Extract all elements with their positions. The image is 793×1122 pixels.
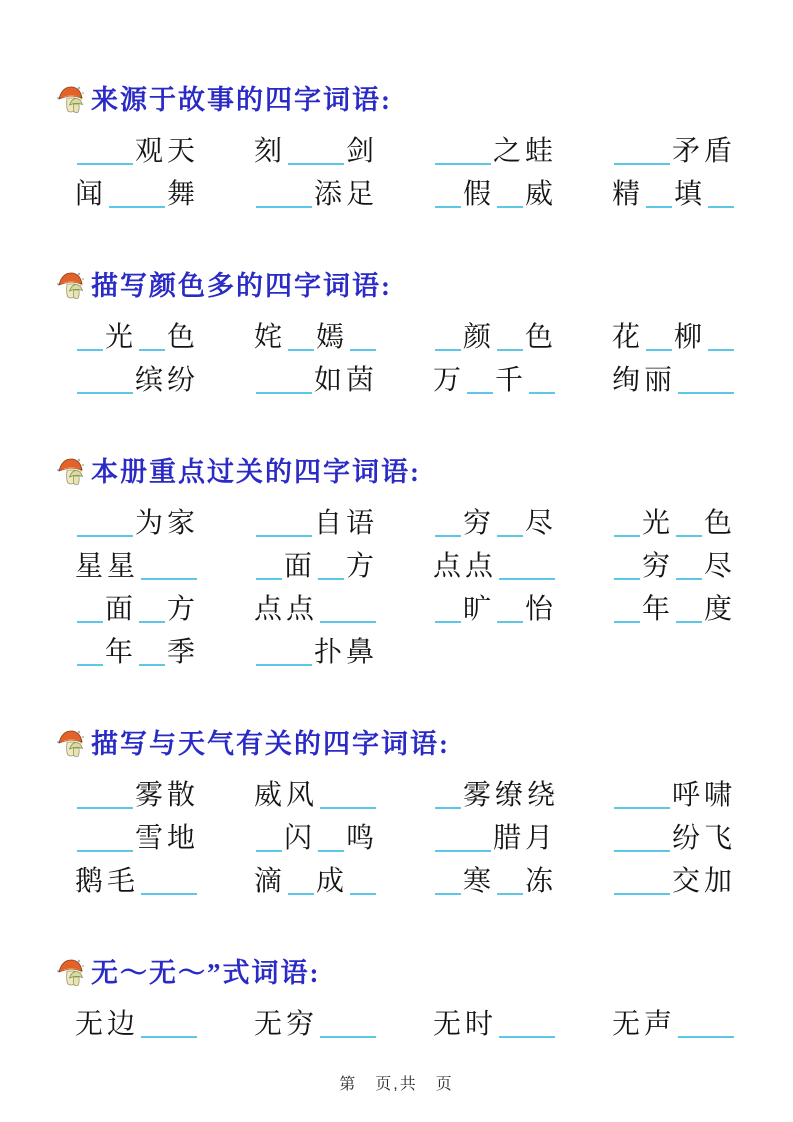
phrase-item xyxy=(75,135,254,167)
phrase-rows xyxy=(75,130,773,216)
phrase-text: 雾散 xyxy=(135,779,200,811)
phrase-text: 扑鼻 xyxy=(314,636,379,668)
phrase-text: 点点 xyxy=(254,593,319,625)
phrase-item xyxy=(75,822,254,854)
phrase-item xyxy=(254,865,433,897)
fill-blank xyxy=(77,783,133,809)
section-heading xyxy=(55,957,773,989)
phrase-text: 年 xyxy=(642,593,675,625)
phrase-row xyxy=(75,1003,773,1046)
fill-blank xyxy=(497,869,523,895)
section-heading xyxy=(55,270,773,302)
fill-blank xyxy=(435,597,461,623)
phrase-text: 闻 xyxy=(75,178,108,210)
phrase-text: 面 xyxy=(105,593,138,625)
fill-blank xyxy=(435,182,461,208)
phrase-text: 鸣 xyxy=(346,822,379,854)
fill-blank xyxy=(708,182,734,208)
fill-blank xyxy=(256,640,312,666)
phrase-text: 假 xyxy=(463,178,496,210)
phrase-text: 观天 xyxy=(135,135,200,167)
mushroom-icon xyxy=(55,957,87,989)
phrase-text: 鹅毛 xyxy=(75,865,140,897)
fill-blank xyxy=(318,554,344,580)
phrase-row xyxy=(75,774,773,817)
phrase-text: 嫣 xyxy=(316,321,349,353)
phrase-rows xyxy=(75,774,773,903)
phrase-text: 滴 xyxy=(254,865,287,897)
phrase-text: 旷 xyxy=(463,593,496,625)
section-heading xyxy=(55,728,773,760)
page-footer: 第 页,共 页 xyxy=(339,1076,454,1093)
phrase-text: 颜 xyxy=(463,321,496,353)
phrase-row xyxy=(75,631,773,674)
phrase-item xyxy=(254,321,433,353)
fill-blank xyxy=(350,325,376,351)
fill-blank xyxy=(288,139,344,165)
section-heading xyxy=(55,456,773,488)
phrase-item xyxy=(433,1008,612,1040)
mushroom-icon xyxy=(55,456,87,488)
phrase-text: 季 xyxy=(167,636,200,668)
phrase-row xyxy=(75,359,773,402)
phrase-row xyxy=(75,860,773,903)
phrase-text: 精 xyxy=(612,178,645,210)
phrase-text: 雪地 xyxy=(135,822,200,854)
phrase-item xyxy=(612,779,791,811)
fill-blank xyxy=(141,554,197,580)
worksheet-section xyxy=(55,728,773,903)
phrase-text: 星星 xyxy=(75,550,140,582)
phrase-text: 交加 xyxy=(672,865,737,897)
phrase-item xyxy=(612,593,791,625)
phrase-item xyxy=(75,865,254,897)
phrase-item xyxy=(75,507,254,539)
phrase-rows xyxy=(75,1003,773,1046)
fill-blank xyxy=(678,368,734,394)
phrase-text: 光 xyxy=(105,321,138,353)
phrase-rows xyxy=(75,316,773,402)
phrase-text: 寒 xyxy=(463,865,496,897)
mushroom-icon xyxy=(55,270,87,302)
phrase-text: 色 xyxy=(525,321,558,353)
phrase-text: 矛盾 xyxy=(672,135,737,167)
fill-blank xyxy=(614,869,670,895)
phrase-item xyxy=(75,593,254,625)
fill-blank xyxy=(614,554,640,580)
fill-blank xyxy=(139,325,165,351)
fill-blank xyxy=(614,783,670,809)
worksheet-section xyxy=(55,456,773,674)
phrase-text: 穷 xyxy=(463,507,496,539)
fill-blank xyxy=(256,368,312,394)
phrase-text: 刻 xyxy=(254,135,287,167)
fill-blank xyxy=(499,554,555,580)
phrase-item xyxy=(75,550,254,582)
phrase-item xyxy=(254,822,433,854)
phrase-text: 方 xyxy=(346,550,379,582)
phrase-text: 方 xyxy=(167,593,200,625)
phrase-item xyxy=(433,822,612,854)
phrase-item xyxy=(433,779,612,811)
phrase-item xyxy=(433,865,612,897)
fill-blank xyxy=(614,597,640,623)
phrase-item xyxy=(75,1008,254,1040)
phrase-item xyxy=(612,822,791,854)
phrase-item xyxy=(433,507,612,539)
phrase-text: 闪 xyxy=(284,822,317,854)
phrase-item xyxy=(612,321,791,353)
section-title: 本册重点过关的四字词语: xyxy=(91,456,421,487)
fill-blank xyxy=(467,368,493,394)
fill-blank xyxy=(320,597,376,623)
fill-blank xyxy=(708,325,734,351)
phrase-row xyxy=(75,173,773,216)
phrase-text: 尽 xyxy=(525,507,558,539)
phrase-row xyxy=(75,817,773,860)
fill-blank xyxy=(77,325,103,351)
phrase-item xyxy=(75,779,254,811)
phrase-text: 穷 xyxy=(642,550,675,582)
fill-blank xyxy=(320,783,376,809)
fill-blank xyxy=(77,511,133,537)
fill-blank xyxy=(529,368,555,394)
phrase-text: 无时 xyxy=(433,1008,498,1040)
phrase-item xyxy=(612,865,791,897)
phrase-text: 花 xyxy=(612,321,645,353)
fill-blank xyxy=(350,869,376,895)
fill-blank xyxy=(435,783,461,809)
phrase-item xyxy=(433,178,612,210)
phrase-text: 缤纷 xyxy=(135,364,200,396)
phrase-text: 柳 xyxy=(674,321,707,353)
fill-blank xyxy=(497,325,523,351)
fill-blank xyxy=(614,139,670,165)
section-title: 无～无～”式词语: xyxy=(91,957,321,988)
fill-blank xyxy=(435,869,461,895)
fill-blank xyxy=(256,826,282,852)
fill-blank xyxy=(646,325,672,351)
fill-blank xyxy=(435,139,491,165)
fill-blank xyxy=(318,826,344,852)
phrase-text: 威风 xyxy=(254,779,319,811)
fill-blank xyxy=(435,325,461,351)
phrase-text: 度 xyxy=(704,593,737,625)
fill-blank xyxy=(77,139,133,165)
phrase-text: 面 xyxy=(284,550,317,582)
phrase-item xyxy=(433,593,612,625)
phrase-text: 自语 xyxy=(314,507,379,539)
section-title: 描写与天气有关的四字词语: xyxy=(91,728,450,759)
phrase-item xyxy=(612,550,791,582)
fill-blank xyxy=(141,1012,197,1038)
phrase-text: 年 xyxy=(105,636,138,668)
fill-blank xyxy=(676,511,702,537)
phrase-text: 万 xyxy=(433,364,466,396)
phrase-text: 威 xyxy=(525,178,558,210)
fill-blank xyxy=(614,511,640,537)
fill-blank xyxy=(497,511,523,537)
phrase-item xyxy=(254,364,433,396)
fill-blank xyxy=(77,368,133,394)
worksheet-section xyxy=(55,957,773,1046)
phrase-text: 成 xyxy=(316,865,349,897)
phrase-item xyxy=(254,178,433,210)
fill-blank xyxy=(77,826,133,852)
phrase-item xyxy=(254,593,433,625)
phrase-text: 色 xyxy=(167,321,200,353)
phrase-text: 纷飞 xyxy=(672,822,737,854)
phrase-text: 无声 xyxy=(612,1008,677,1040)
fill-blank xyxy=(497,182,523,208)
fill-blank xyxy=(139,597,165,623)
fill-blank xyxy=(646,182,672,208)
phrase-text: 光 xyxy=(642,507,675,539)
phrase-item xyxy=(75,321,254,353)
fill-blank xyxy=(109,182,165,208)
fill-blank xyxy=(676,554,702,580)
phrase-rows xyxy=(75,502,773,674)
fill-blank xyxy=(256,182,312,208)
phrase-item xyxy=(612,364,791,396)
phrase-text: 雾缭绕 xyxy=(463,779,560,811)
fill-blank xyxy=(678,1012,734,1038)
fill-blank xyxy=(499,1012,555,1038)
phrase-text: 冻 xyxy=(525,865,558,897)
section-title: 描写颜色多的四字词语: xyxy=(91,270,392,301)
phrase-text: 腊月 xyxy=(493,822,558,854)
phrase-item xyxy=(612,178,791,210)
phrase-text: 千 xyxy=(495,364,528,396)
worksheet-section xyxy=(55,84,773,216)
phrase-text: 尽 xyxy=(704,550,737,582)
fill-blank xyxy=(256,511,312,537)
phrase-row xyxy=(75,502,773,545)
sections-container xyxy=(55,84,773,1046)
phrase-item xyxy=(612,507,791,539)
phrase-text: 呼啸 xyxy=(672,779,737,811)
fill-blank xyxy=(141,869,197,895)
phrase-text: 怡 xyxy=(525,593,558,625)
phrase-text: 绚丽 xyxy=(612,364,677,396)
phrase-text: 无穷 xyxy=(254,1008,319,1040)
phrase-text: 之蛙 xyxy=(493,135,558,167)
fill-blank xyxy=(320,1012,376,1038)
phrase-item xyxy=(254,507,433,539)
phrase-item xyxy=(433,321,612,353)
section-title: 来源于故事的四字词语: xyxy=(91,84,392,115)
fill-blank xyxy=(435,826,491,852)
phrase-item xyxy=(254,135,433,167)
fill-blank xyxy=(139,640,165,666)
phrase-item xyxy=(433,550,612,582)
fill-blank xyxy=(435,511,461,537)
phrase-row xyxy=(75,545,773,588)
phrase-item xyxy=(75,364,254,396)
mushroom-icon xyxy=(55,84,87,116)
phrase-text: 如茵 xyxy=(314,364,379,396)
phrase-item xyxy=(254,779,433,811)
phrase-item xyxy=(433,135,612,167)
phrase-text: 为家 xyxy=(135,507,200,539)
fill-blank xyxy=(497,597,523,623)
fill-blank xyxy=(77,640,103,666)
fill-blank xyxy=(288,869,314,895)
section-heading xyxy=(55,84,773,116)
phrase-item xyxy=(254,1008,433,1040)
phrase-item xyxy=(75,178,254,210)
phrase-item xyxy=(75,636,254,668)
fill-blank xyxy=(77,597,103,623)
phrase-row xyxy=(75,588,773,631)
phrase-item xyxy=(612,1008,791,1040)
worksheet-section xyxy=(55,270,773,402)
mushroom-icon xyxy=(55,728,87,760)
phrase-item xyxy=(254,550,433,582)
phrase-row xyxy=(75,130,773,173)
phrase-item xyxy=(254,636,433,668)
phrase-text: 填 xyxy=(674,178,707,210)
phrase-text: 色 xyxy=(704,507,737,539)
phrase-row xyxy=(75,316,773,359)
phrase-text: 无边 xyxy=(75,1008,140,1040)
phrase-text: 姹 xyxy=(254,321,287,353)
phrase-text: 剑 xyxy=(346,135,379,167)
phrase-text: 舞 xyxy=(167,178,200,210)
fill-blank xyxy=(288,325,314,351)
fill-blank xyxy=(676,597,702,623)
phrase-text: 点点 xyxy=(433,550,498,582)
phrase-item xyxy=(612,135,791,167)
fill-blank xyxy=(256,554,282,580)
phrase-text: 添足 xyxy=(314,178,379,210)
fill-blank xyxy=(614,826,670,852)
phrase-item xyxy=(433,364,612,396)
